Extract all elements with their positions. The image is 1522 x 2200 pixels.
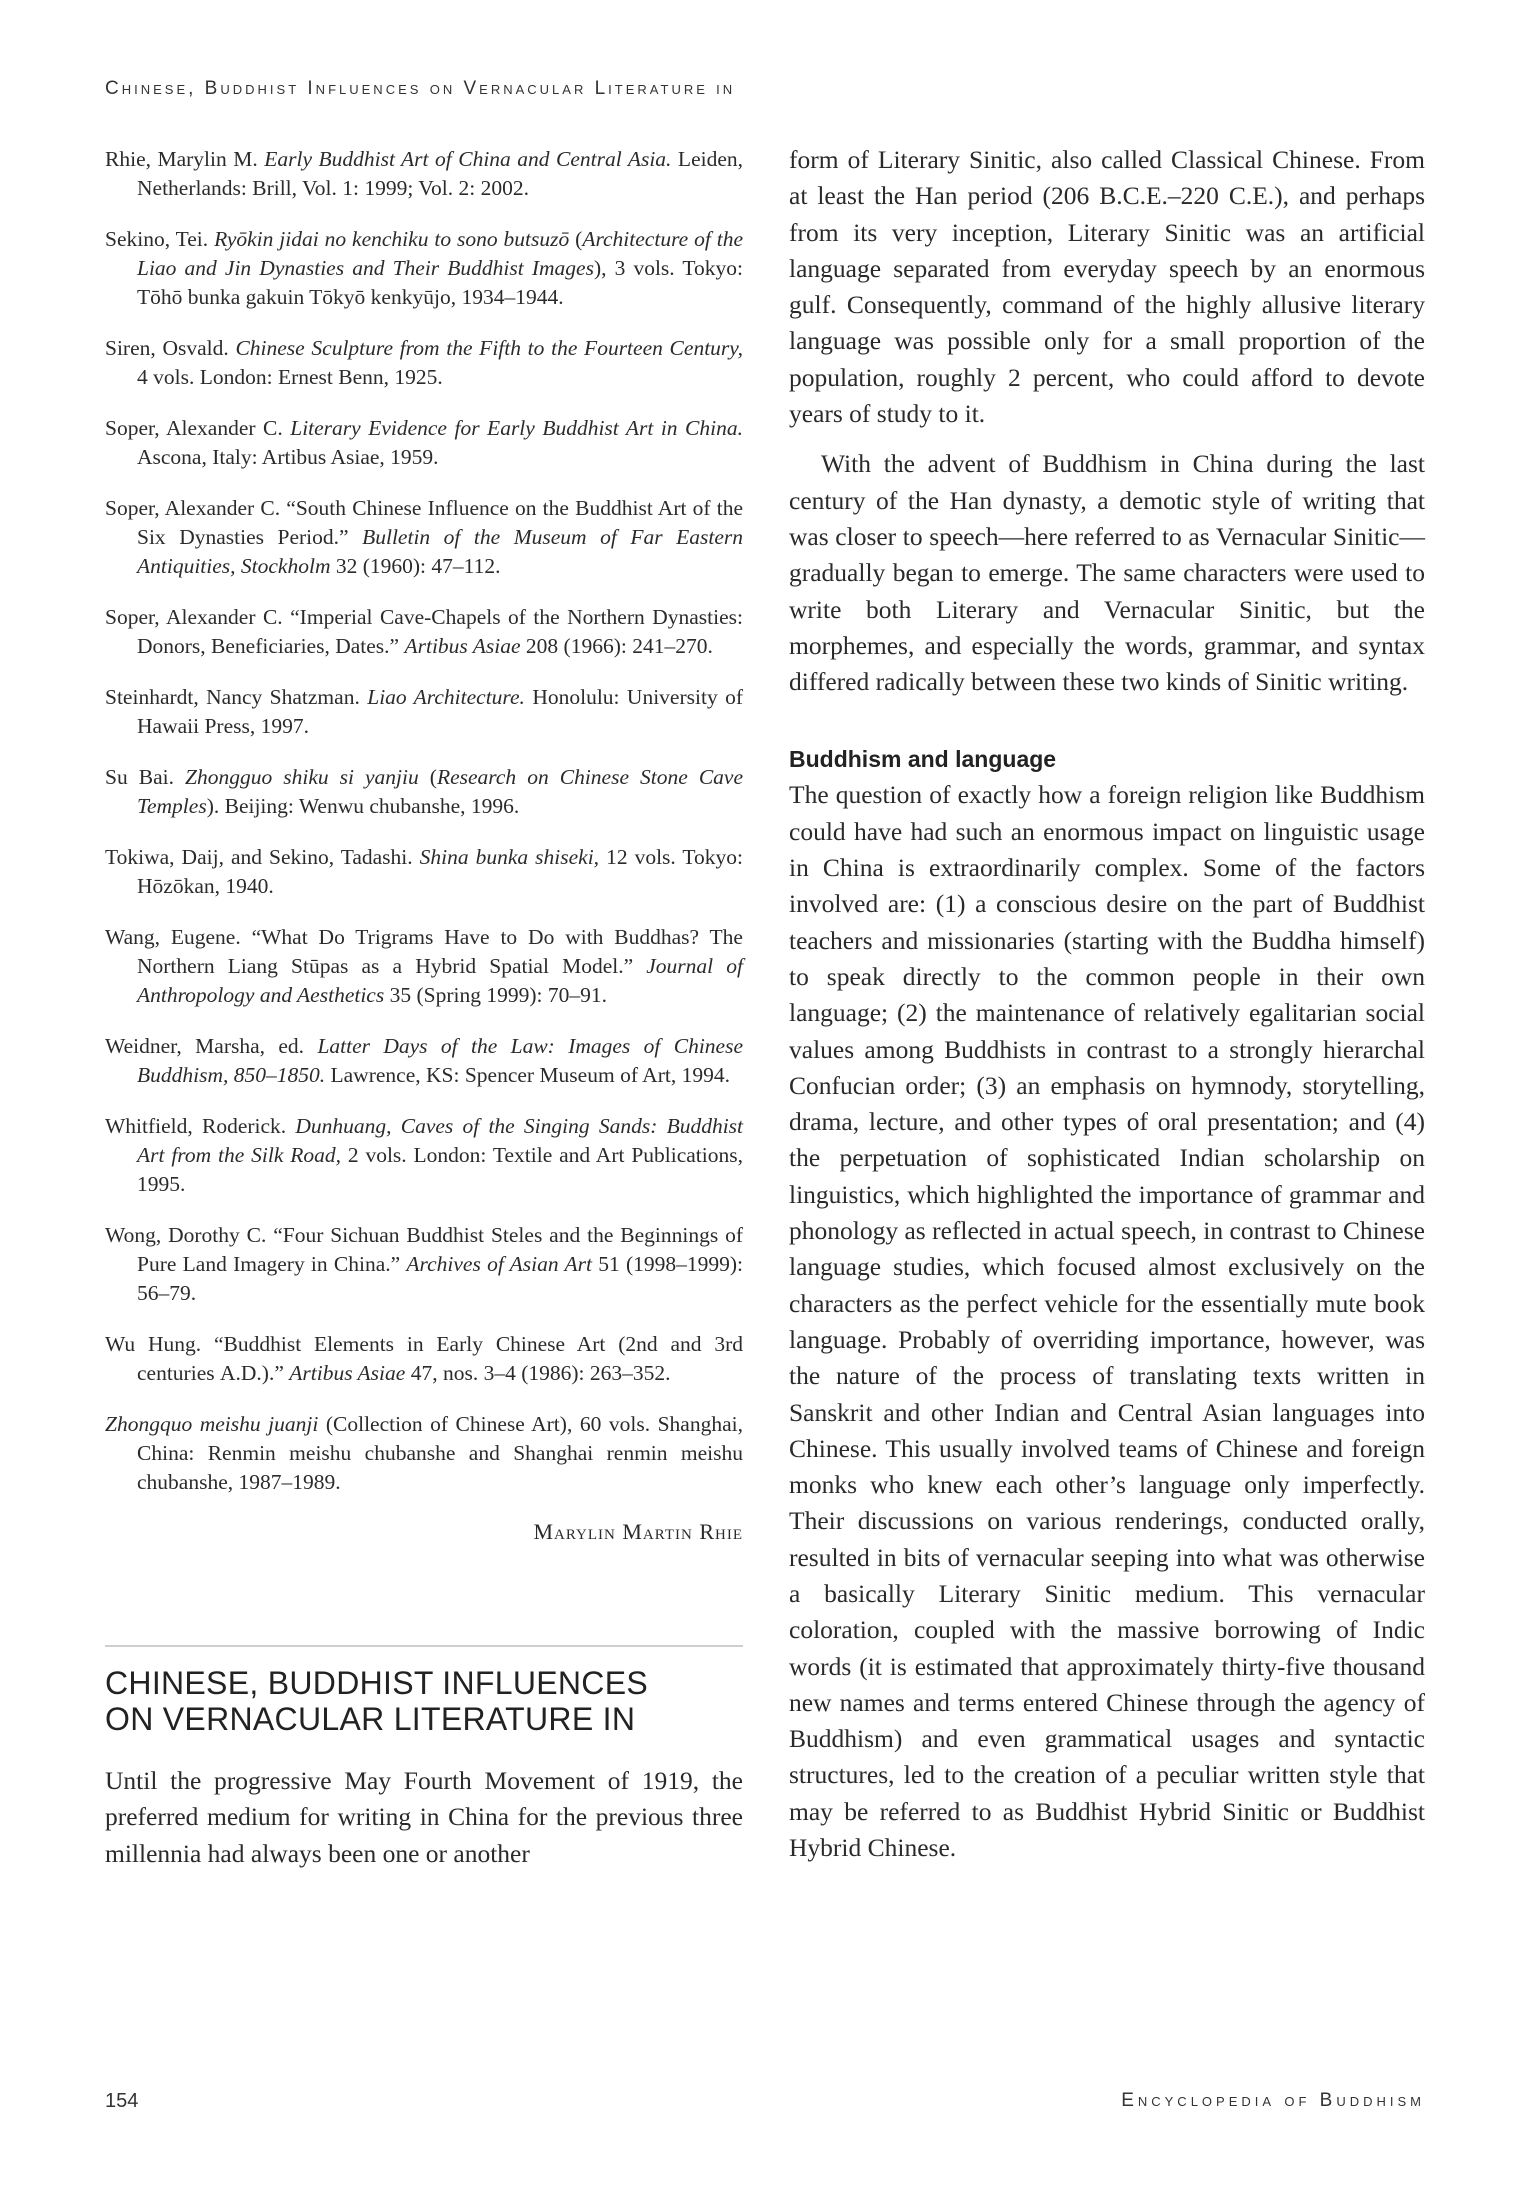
bib-entry: Soper, Alexander C. Literary Evidence for Early Buddhist Art in China. Ascona, Italy: Artibus Asiae, 1959. [105, 416, 743, 469]
left-column [105, 145, 743, 1872]
article-divider [105, 1645, 743, 1647]
previous-article-author: Marylin Martin Rhie [533, 1519, 743, 1544]
bib-entry: Siren, Osvald. Chinese Sculpture from the Fifth to the Fourteen Century, 4 vols. London: Ernest Benn, 1925. [105, 336, 744, 389]
bib-entry: Wu Hung. “Buddhist Elements in Early Chinese Art (2nd and 3rd centuries A.D.).” Artibus Asiae 47, nos. 3–4 (1986): 263–352. [105, 1332, 743, 1385]
bib-entry: Soper, Alexander C. “South Chinese Influence on the Buddhist Art of the Six Dynasties Period.” Bulletin of the Museum of Far Eastern Antiquities, Stockholm 32 (1960): 47–112. [105, 496, 743, 578]
article-paragraph: The question of exactly how a foreign religion like Buddhism could have had such an enormous impact on linguistic usage in China is extraordinarily complex. Some of the factors involved are: (1) a conscious desire on the part of Buddhist teachers and missionaries (starting with the Buddha himself) to speak directly to the common people in their own language; (2) the maintenance of relatively egalitarian social values among Buddhists in contrast to a strongly hierarchal Confucian order; (3) an emphasis on hymnody, storytelling, drama, lecture, and other types of oral presentation; and (4) the perpetuation of sophisticated Indian scholarship on linguistics, which highlighted the importance of grammar and phonology as reflected in actual speech, in contrast to Chinese language studies, which focused almost exclusively on the characters as the perfect vehicle for the essentially mute book language. Probably of overriding importance, however, was the nature of the process of translating texts written in Sanskrit and other Indian and Central Asian languages into Chinese. This usually involved teams of Chinese and foreign monks who knew each other’s language only imperfectly. Their discussions on various renderings, conducted orally, resulted in bits of vernacular seeping into what was otherwise a basically Literary Sinitic medium. This vernacular coloration, coupled with the massive borrowing of Indic words (it is estimated that approximately thirty-five thousand new names and terms entered Chinese through the agency of Buddhism) and even grammatical usages and syntactic structures, led to the creation of a peculiar written style that may be referred to as Buddhist Hybrid Sinitic or Buddhist Hybrid Chinese. [789, 780, 1425, 1863]
page-number: 154 [105, 2090, 139, 2112]
bib-entry: Zhongquo meishu juanji (Collection of Chinese Art), 60 vols. Shanghai, China: Renmin meishu chubanshe and Shanghai renmin meishu chubanshe, 1987–1989. [105, 1412, 743, 1494]
section-heading: Buddhism and language [789, 746, 1057, 773]
article-intro-paragraph-continued: form of Literary Sinitic, also called Classical Chinese. From at least the Han period (206 B.C.E.–220 C.E.), and perhaps from its very inception, Literary Sinitic was an artificial language separated from everyday speech by an enormous gulf. Consequently, command of the highly allusive literary language was possible only for a small proportion of the population, roughly 2 percent, who could afford to devote years of study to it. [789, 145, 1425, 429]
bib-entry: Rhie, Marylin M. Early Buddhist Art of China and Central Asia. Leiden, Netherlands: Brill, Vol. 1: 1999; Vol. 2: 2002. [105, 147, 743, 200]
article-intro-paragraph: Until the progressive May Fourth Movement of 1919, the preferred medium for writing in China for the previous three millennia had always been one or another [105, 1766, 743, 1868]
article-paragraph: With the advent of Buddhism in China during the last century of the Han dynasty, a demotic style of writing that was closer to speech—here referred to as Vernacular Sinitic—gradually began to emerge. The same characters were used to write both Literary and Vernacular Sinitic, but the morphemes, and especially the words, grammar, and syntax differed radically between these two kinds of Sinitic writing. [789, 449, 1425, 697]
running-head: Chinese, Buddhist Influences on Vernacular Literature in [105, 78, 736, 99]
bib-entry: Tokiwa, Daij, and Sekino, Tadashi. Shina bunka shiseki, 12 vols. Tokyo: Hōzōkan, 1940. [105, 845, 743, 898]
bib-entry: Soper, Alexander C. “Imperial Cave-Chapels of the Northern Dynasties: Donors, Beneficiaries, Dates.” Artibus Asiae 208 (1966): 241–270. [105, 605, 743, 658]
bib-entry: Steinhardt, Nancy Shatzman. Liao Architecture. Honolulu: University of Hawaii Press, 1997. [105, 685, 743, 738]
right-column [789, 142, 1425, 1866]
bib-entry: Whitfield, Roderick. Dunhuang, Caves of the Singing Sands: Buddhist Art from the Silk Road, 2 vols. London: Textile and Art Publications, 1995. [105, 1114, 744, 1196]
bib-entry: Wang, Eugene. “What Do Trigrams Have to Do with Buddhas? The Northern Liang Stūpas as a Hybrid Spatial Model.” Journal of Anthropology and Aesthetics 35 (Spring 1999): 70–91. [105, 925, 744, 1007]
bib-entry: Weidner, Marsha, ed. Latter Days of the Law: Images of Chinese Buddhism, 850–1850. Lawrence, KS: Spencer Museum of Art, 1994. [105, 1034, 744, 1087]
bib-entry: Wong, Dorothy C. “Four Sichuan Buddhist Steles and the Beginnings of Pure Land Imagery in China.” Archives of Asian Art 51 (1998–1999): 56–79. [105, 1223, 743, 1305]
bib-entry: Sekino, Tei. Ryōkin jidai no kenchiku to sono butsuzō (Architecture of the Liao and Jin Dynasties and Their Buddhist Images), 3 vols. Tokyo: Tōhō bunka gakuin Tōkyō kenkyūjo, 1934–1944. [105, 227, 744, 309]
footer-book-title: Encyclopedia of Buddhism [1121, 2090, 1425, 2111]
article-title: CHINESE, BUDDHIST INFLUENCES ON VERNACULAR LITERATURE IN [105, 1665, 649, 1737]
bib-entry: Su Bai. Zhongguo shiku si yanjiu (Research on Chinese Stone Cave Temples). Beijing: Wenwu chubanshe, 1996. [105, 765, 743, 818]
